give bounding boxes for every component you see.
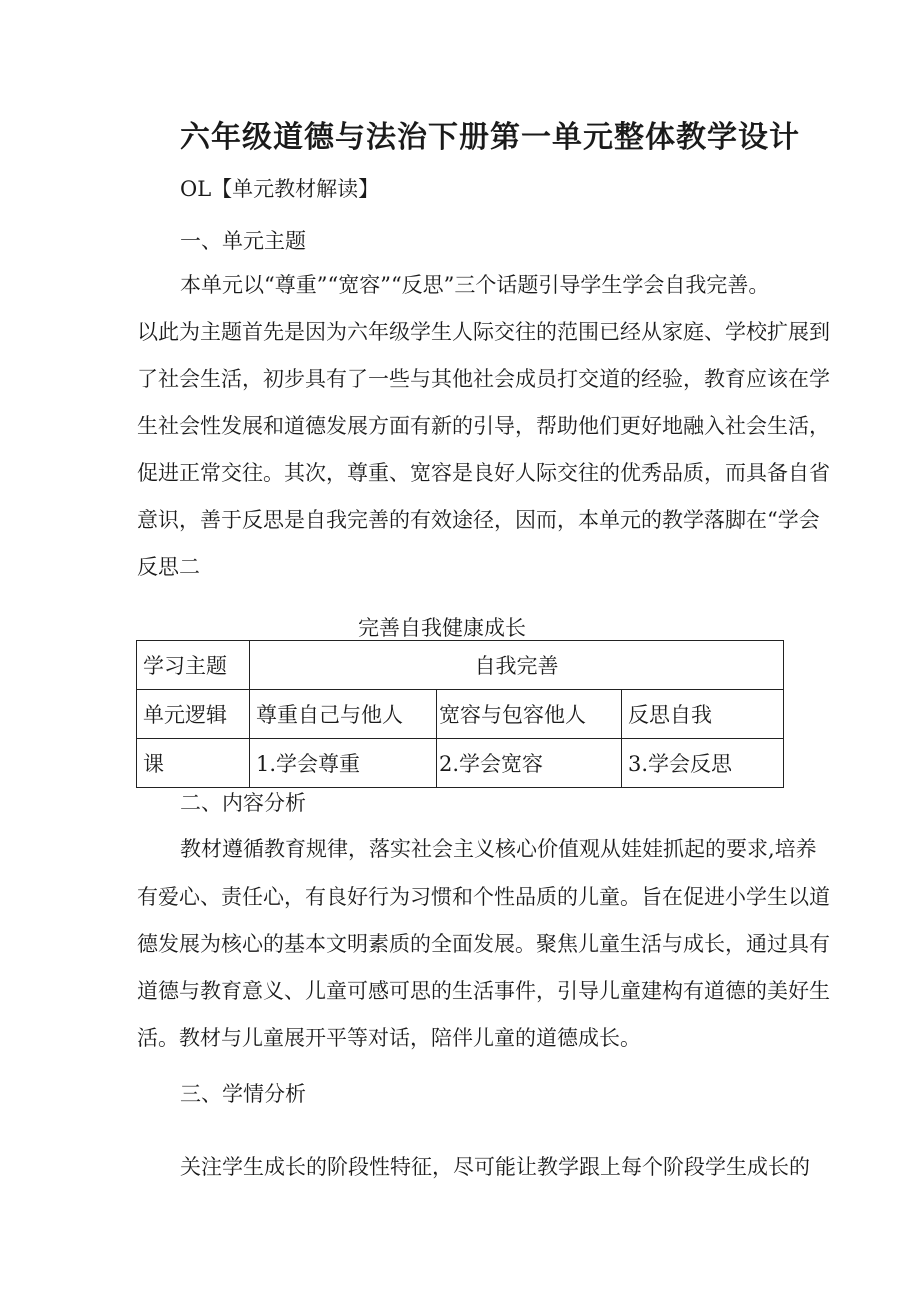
unit-overview-table [136, 640, 784, 788]
paragraph-line: 道德与教育意义、儿童可感可思的生活事件，引导儿童建构有道德的美好生 [137, 979, 830, 1003]
paragraph-line: 促进正常交往。其次，尊重、宽容是良好人际交往的优秀品质，而具备自省 [137, 461, 830, 485]
paragraph-line: 活。教材与儿童展开平等对话，陪伴儿童的道德成长。 [137, 1026, 641, 1050]
section3-heading: 三、学情分析 [180, 1082, 306, 1106]
table-row [137, 690, 784, 739]
lesson-label-cell: 课 [137, 739, 250, 788]
paragraph-line: 以此为主题首先是因为六年级学生人际交往的范围已经从家庭、学校扩展到 [137, 320, 830, 344]
logic-cell: 反思自我 [622, 690, 784, 739]
section2-heading: 二、内容分析 [180, 791, 306, 815]
theme-value-cell: 自我完善 [250, 641, 784, 690]
table-row [137, 739, 784, 788]
paragraph-line: 生社会性发展和道德发展方面有新的引导，帮助他们更好地融入社会生活， [137, 414, 830, 438]
table-caption: 完善自我健康成长 [358, 616, 526, 640]
logic-cell: 尊重自己与他人 [250, 690, 437, 739]
paragraph-line: 了社会生活，初步具有了一些与其他社会成员打交道的经验，教育应该在学 [137, 367, 830, 391]
theme-label-cell: 学习主题 [137, 641, 250, 690]
table-row [137, 641, 784, 690]
paragraph-line: 有爱心、责任心，有良好行为习惯和个性品质的儿童。旨在促进小学生以道 [137, 885, 830, 909]
lesson-cell: 2.学会宽容 [437, 739, 622, 788]
paragraph-line: 德发展为核心的基本文明素质的全面发展。聚焦儿童生活与成长，通过具有 [137, 932, 830, 956]
paragraph-line: 意识，善于反思是自我完善的有效途径，因而，本单元的教学落脚在“学会 [137, 508, 820, 532]
section-label: OL【单元教材解读】 [180, 177, 380, 201]
paragraph-line: 本单元以“尊重”“宽容”“反思”三个话题引导学生学会自我完善。 [180, 273, 770, 297]
logic-label-cell: 单元逻辑 [137, 690, 250, 739]
paragraph-line: 关注学生成长的阶段性特征，尽可能让教学跟上每个阶段学生成长的 [180, 1155, 810, 1179]
logic-cell: 宽容与包容他人 [437, 690, 622, 739]
paragraph-line: 反思二 [137, 555, 200, 579]
lesson-cell: 3.学会反思 [622, 739, 784, 788]
lesson-cell: 1.学会尊重 [250, 739, 437, 788]
paragraph-line: 教材遵循教育规律，落实社会主义核心价值观从娃娃抓起的要求,培养 [180, 837, 817, 861]
document-title: 六年级道德与法治下册第一单元整体教学设计 [180, 120, 800, 155]
section1-heading: 一、单元主题 [180, 229, 306, 253]
